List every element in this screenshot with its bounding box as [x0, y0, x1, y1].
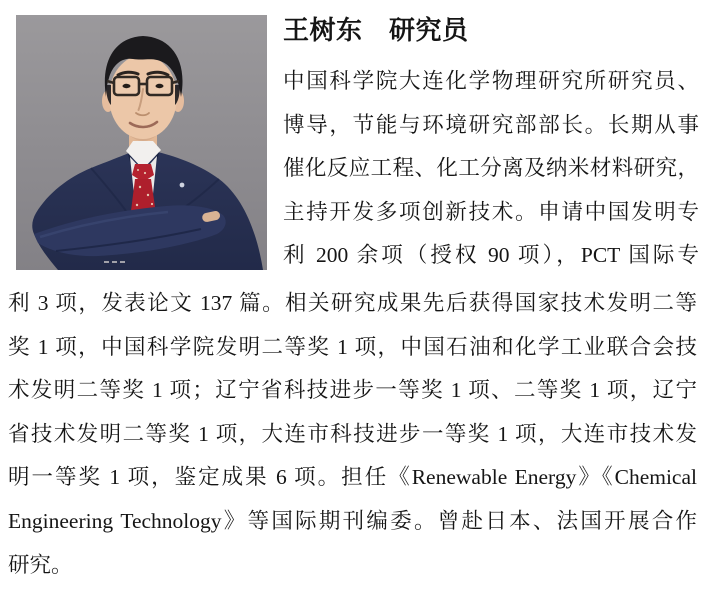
bio-text-line: 研究。 [8, 552, 73, 577]
lapel-pin [180, 183, 185, 188]
bio-text-line: 催化反应工程、化工分离及纳米材料研究， [283, 156, 699, 181]
eye-left [123, 84, 131, 88]
eye-right [156, 84, 164, 88]
bio-column-beside-photo [283, 60, 699, 278]
bio-text-line: 博导，节能与环境研究部部长。长期从事 [283, 112, 699, 137]
bio-text-line: Engineering Technology》等国际期刊编委。曾赴日本、法国开展合作 [8, 508, 697, 533]
bio-text-line: 主持开发多项创新技术。申请中国发明专 [283, 199, 699, 224]
bio-full-width [8, 282, 697, 587]
bio-text-line: 省技术发明二等奖 1 项，大连市科技进步一等奖 1 项，大连市技术发 [8, 421, 697, 446]
bio-text-line: 奖 1 项，中国科学院发明二等奖 1 项，中国石油和化学工业联合会技 [8, 334, 697, 359]
bio-text-line: 利 3 项，发表论文 137 篇。相关研究成果先后获得国家技术发明二等 [8, 291, 697, 315]
portrait-illustration [16, 15, 267, 270]
bio-text-line: 明一等奖 1 项，鉴定成果 6 项。担任《Renewable Energy》《Chemical [8, 465, 697, 490]
portrait-photo [16, 15, 267, 270]
person-name-title: 王树东 研究员 [283, 16, 469, 45]
jacket-stitch-marks [104, 261, 125, 263]
bio-text-line: 利 200 余项（授权 90 项），PCT 国际专 [283, 243, 699, 268]
bio-text-line: 中国科学院大连化学物理研究所研究员、 [283, 69, 699, 93]
bio-text-line: 术发明二等奖 1 项；辽宁省科技进步一等奖 1 项、二等奖 1 项，辽宁 [8, 378, 697, 403]
